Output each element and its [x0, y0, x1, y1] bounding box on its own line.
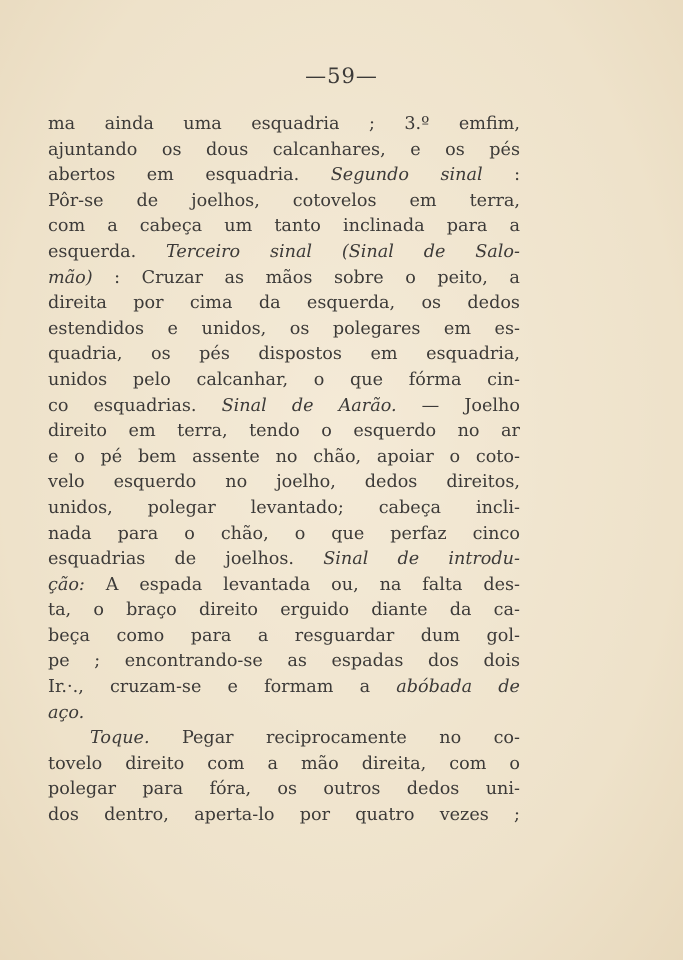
- word: os: [421, 293, 442, 314]
- word: resguardar: [294, 625, 395, 646]
- word: por: [299, 805, 330, 826]
- text-line: [48, 163, 520, 189]
- word: co: [48, 395, 69, 416]
- word: espada: [139, 574, 203, 595]
- word: dentro,: [104, 805, 169, 826]
- word: polegar: [48, 779, 117, 800]
- word: unidos,: [48, 497, 113, 518]
- word: encontrando-se: [124, 651, 263, 672]
- word: ção:: [48, 574, 85, 595]
- word: os: [151, 344, 171, 365]
- word: dos: [428, 651, 459, 672]
- word: joelhos.: [225, 549, 295, 570]
- word: terra,: [177, 421, 228, 442]
- word: pés: [199, 344, 230, 365]
- word: joelhos,: [191, 190, 260, 211]
- word: no: [275, 446, 298, 467]
- word: para: [446, 216, 488, 237]
- word: sobre: [333, 267, 384, 288]
- word: tovelo: [48, 753, 103, 774]
- word: aço.: [48, 702, 85, 723]
- word: ;: [368, 114, 375, 134]
- word: inclinada: [342, 216, 425, 237]
- word: com: [207, 753, 245, 774]
- word: para: [142, 779, 184, 800]
- word: e: [227, 677, 238, 698]
- word: o: [509, 753, 520, 774]
- word: diante: [371, 600, 428, 621]
- word: quatro: [355, 805, 415, 826]
- word: velo: [48, 472, 85, 493]
- word: o: [321, 421, 332, 442]
- word: fóra,: [209, 779, 252, 800]
- word: ta,: [48, 600, 72, 621]
- word: os: [161, 139, 182, 160]
- text-line: [48, 701, 520, 727]
- word: que: [331, 523, 365, 544]
- text-line: [48, 624, 520, 650]
- word: por: [133, 293, 164, 314]
- word: dos: [48, 805, 79, 826]
- word: bem: [137, 446, 177, 467]
- word: esquerdo: [113, 472, 197, 493]
- text-line: [48, 317, 520, 343]
- text-line: [48, 112, 520, 138]
- word: —: [421, 395, 440, 416]
- word: ;: [514, 805, 520, 826]
- word: formam: [264, 677, 334, 698]
- word: tanto: [274, 216, 321, 237]
- word: sinal: [440, 165, 483, 186]
- word: polegares: [332, 318, 421, 339]
- word: com: [48, 216, 86, 237]
- word: levantada: [223, 574, 311, 595]
- word: e: [167, 318, 178, 339]
- word: tendo: [249, 421, 300, 442]
- word: esquerda.: [48, 241, 137, 262]
- word: a: [257, 625, 269, 646]
- word: direito: [198, 600, 258, 621]
- word: o: [313, 369, 325, 390]
- word: nada: [48, 523, 92, 544]
- text-line: [48, 777, 520, 803]
- word: em: [128, 421, 156, 442]
- word: para: [117, 523, 159, 544]
- word: esquerda,: [306, 293, 396, 314]
- word: mãos: [265, 267, 313, 288]
- word: des-: [483, 574, 520, 595]
- word: o: [449, 446, 461, 467]
- text-line: [48, 470, 520, 496]
- text-line: [48, 214, 520, 240]
- word: Sinal: [221, 395, 267, 416]
- word: Ir.·.,: [48, 677, 84, 698]
- word: da: [258, 293, 281, 314]
- word: cinco: [472, 523, 520, 544]
- word: unidos,: [201, 318, 267, 339]
- word: esquadria,: [426, 344, 520, 365]
- word: Pôr-se: [48, 190, 104, 211]
- word: o: [294, 523, 306, 544]
- word: sinal: [269, 241, 313, 262]
- word: Aarão.: [338, 395, 397, 416]
- word: esquadrias.: [93, 395, 197, 416]
- word: os: [445, 139, 465, 160]
- word: dous: [206, 139, 249, 160]
- text-line: [48, 522, 520, 548]
- word: ma: [48, 114, 76, 134]
- word: de: [397, 549, 420, 570]
- word: uni-: [485, 779, 520, 800]
- word: em: [443, 318, 472, 339]
- word: ;: [94, 651, 101, 672]
- word: terra,: [469, 190, 520, 211]
- text-line: [48, 240, 520, 266]
- word: direito: [125, 753, 185, 774]
- word: mão): [48, 267, 93, 288]
- word: ar: [501, 421, 520, 442]
- text-line: [48, 726, 520, 752]
- word: Terceiro: [166, 241, 241, 262]
- text-line: [48, 598, 520, 624]
- word: vezes: [439, 805, 489, 826]
- word: outros: [323, 779, 381, 800]
- word: calcanhar,: [196, 369, 289, 390]
- word: chão,: [313, 446, 362, 467]
- word: pe: [48, 651, 70, 672]
- word: direitos,: [446, 472, 520, 493]
- word: ca-: [493, 600, 520, 621]
- word: direita,: [361, 753, 427, 774]
- word: dedos: [467, 293, 520, 314]
- text-line: [48, 752, 520, 778]
- word: ou,: [331, 574, 359, 595]
- word: de: [423, 241, 446, 262]
- text-line: [48, 368, 520, 394]
- word: o: [74, 446, 85, 467]
- word: cima: [189, 293, 233, 314]
- word: o: [93, 600, 104, 621]
- word: :: [114, 267, 121, 288]
- word: beça: [48, 625, 91, 646]
- word: emfim,: [458, 114, 520, 134]
- text-line: [48, 291, 520, 317]
- word: falta: [422, 574, 463, 595]
- word: como: [116, 625, 165, 646]
- word: direita: [48, 293, 107, 314]
- word: aperta-lo: [194, 805, 275, 826]
- word: quadria,: [48, 344, 123, 365]
- word: co-: [493, 728, 520, 749]
- word: os: [277, 779, 298, 800]
- word: de: [136, 190, 159, 211]
- word: a: [509, 267, 520, 288]
- word: (Sinal: [341, 241, 394, 262]
- word: dedos: [406, 779, 460, 800]
- text-line: [48, 394, 520, 420]
- word: cin-: [487, 369, 520, 390]
- word: para: [190, 625, 232, 646]
- word: abertos: [48, 165, 116, 186]
- word: abóbada: [396, 677, 473, 698]
- word: dedos: [364, 472, 418, 493]
- text-line: [48, 419, 520, 445]
- word: uma: [183, 114, 222, 134]
- word: de: [291, 395, 314, 416]
- word: reciprocamente: [266, 728, 407, 749]
- word: ainda: [104, 114, 154, 134]
- word: introdu-: [448, 549, 520, 570]
- word: em: [370, 344, 398, 365]
- word: ajuntando: [48, 139, 138, 160]
- word: de: [498, 677, 520, 698]
- word: a: [107, 216, 118, 237]
- word: espadas: [331, 651, 404, 672]
- word: dois: [483, 651, 520, 672]
- word: incli-: [475, 497, 520, 518]
- word: cotovelos: [292, 190, 377, 211]
- word: e: [48, 446, 59, 467]
- text-line: [48, 496, 520, 522]
- word: pé: [100, 446, 123, 467]
- word: mão: [300, 753, 339, 774]
- page-number: —59—: [305, 64, 378, 88]
- word: os: [289, 318, 310, 339]
- text-line: [48, 573, 520, 599]
- word: polegar: [147, 497, 216, 518]
- word: braço: [126, 600, 177, 621]
- word: a: [359, 677, 371, 698]
- word: esquadria.: [205, 165, 300, 186]
- word: :: [514, 165, 520, 186]
- word: Salo-: [475, 241, 520, 262]
- word: que: [350, 369, 384, 390]
- word: no: [225, 472, 248, 493]
- word: o: [184, 523, 195, 544]
- word: pelo: [132, 369, 171, 390]
- word: Joelho: [464, 395, 520, 416]
- word: pés: [489, 139, 520, 160]
- word: es-: [494, 318, 520, 339]
- word: em: [409, 190, 437, 211]
- word: Toque.: [90, 728, 150, 749]
- text-line: [48, 675, 520, 701]
- word: chão,: [220, 523, 269, 544]
- word: esquadrias: [48, 549, 146, 570]
- word: as: [224, 267, 245, 288]
- text-line: [48, 649, 520, 675]
- text-line: [48, 445, 520, 471]
- word: A: [105, 574, 119, 595]
- word: esquadria: [251, 114, 340, 134]
- word: unidos: [48, 369, 108, 390]
- word: um: [224, 216, 253, 237]
- word: a: [267, 753, 278, 774]
- word: a: [509, 216, 520, 237]
- word: cabeça: [139, 216, 203, 237]
- word: de: [174, 549, 197, 570]
- word: erguido: [280, 600, 350, 621]
- word: esquerdo: [353, 421, 437, 442]
- word: gol-: [486, 625, 520, 646]
- word: joelho,: [276, 472, 336, 493]
- word: fórma: [408, 369, 462, 390]
- word: Sinal: [323, 549, 369, 570]
- word: cruzam-se: [109, 677, 202, 698]
- word: peito,: [437, 267, 488, 288]
- word: estendidos: [48, 318, 145, 339]
- text-line: [48, 342, 520, 368]
- word: na: [379, 574, 402, 595]
- word: Segundo: [330, 165, 409, 186]
- word: com: [449, 753, 487, 774]
- text-line: [48, 189, 520, 215]
- text-line: [48, 266, 520, 292]
- word: o: [405, 267, 416, 288]
- word: em: [146, 165, 174, 186]
- text-line: [48, 547, 520, 573]
- word: no: [439, 728, 462, 749]
- word: direito: [48, 421, 108, 442]
- word: apoiar: [376, 446, 434, 467]
- text-line: [48, 138, 520, 164]
- word: cabeça: [378, 497, 442, 518]
- word: dum: [420, 625, 461, 646]
- word: assente: [192, 446, 260, 467]
- word: Cruzar: [141, 267, 204, 288]
- body-text: [48, 112, 520, 829]
- word: coto-: [475, 446, 520, 467]
- word: no: [457, 421, 480, 442]
- text-line: [48, 803, 520, 829]
- word: e: [410, 139, 421, 160]
- word: calcanhares,: [272, 139, 386, 160]
- word: levantado;: [250, 497, 344, 518]
- word: dispostos: [258, 344, 342, 365]
- word: as: [287, 651, 307, 672]
- word: Pegar: [181, 728, 234, 749]
- word: da: [449, 600, 472, 621]
- word: 3.º: [404, 114, 430, 134]
- word: perfaz: [390, 523, 447, 544]
